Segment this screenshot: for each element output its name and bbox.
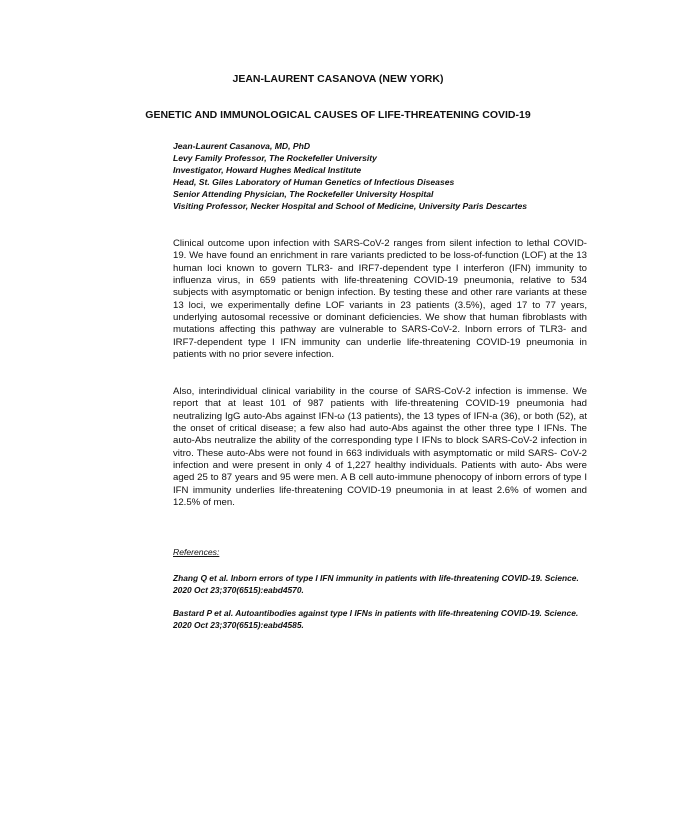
- affiliation-line: Senior Attending Physician, The Rockefeller University Hospital: [173, 189, 434, 200]
- reference-item: Bastard P et al. Autoantibodies against type I IFNs in patients with life-threatening COVID-19. Science. 2020 Oct 23;370(6515):eabd4585.: [173, 608, 579, 631]
- affiliation-line: Investigator, Howard Hughes Medical Institute: [173, 165, 362, 176]
- affiliation-line: Jean-Laurent Casanova, MD, PhD: [173, 141, 311, 151]
- reference-item: Zhang Q et al. Inborn errors of type I IFN immunity in patients with life-threatening COVID-19. Science. 2020 Oct 23;370(6515):eabd4570.: [173, 573, 579, 596]
- abstract-paragraph: Also, interindividual clinical variability in the course of SARS-CoV-2 infection is immense. We report that at least 101 of 987 patients with life-threatening COVID-19 pneumonia had neutralizing IgG auto-Abs against IFN-ω (13 patients), the 13 types of IFN-a (36), or both (52), at the onset of critical disease; a few also had auto-Abs against the other three type I IFNs. The auto-Abs neutralize the ability of the corresponding type I IFNs to block SARS-CoV-2 infection in vitro. These auto-Abs were not found in 663 individuals with asymptomatic or mild SARS- CoV-2 infection and were present in only 4 of 1,227 healthy individuals. Patients with auto- Abs were aged 25 to 87 years and 95 were men. A B cell auto-immune phenocopy of inborn errors of type I IFN immunity underlies life-threatening COVID-19 pneumonia in at least 2.6% of women and 12.5% of men.: [173, 386, 587, 509]
- document-title: GENETIC AND IMMUNOLOGICAL CAUSES OF LIFE-THREATENING COVID-19: [145, 109, 531, 121]
- references-heading: References:: [173, 547, 220, 557]
- abstract-paragraph: Clinical outcome upon infection with SARS-CoV-2 ranges from silent infection to lethal COVID-19. We have found an enrichment in rare variants predicted to be loss-of-function (LOF) at the 13 human loci known to govern TLR3- and IRF7-dependent type I interferon (IFN) immunity to influenza virus, in 659 patients with life-threatening COVID-19 pneumonia, relative to 534 subjects with asymptomatic or benign infection. By testing these and other rare variants at these 13 loci, we experimentally define LOF variants in 23 patients (3.5%), aged 17 to 77 years, underlying autosomal recessive or dominant deficiencies. We show that human fibroblasts with mutations affecting this pathway are vulnerable to SARS-CoV-2. Inborn errors of TLR3- and IRF7-dependent type I IFN immunity can underlie life-threatening COVID-19 pneumonia in patients with no prior severe infection.: [173, 238, 587, 361]
- affiliation-line: Levy Family Professor, The Rockefeller University: [173, 153, 377, 164]
- affiliation-line: Head, St. Giles Laboratory of Human Genetics of Infectious Diseases: [173, 177, 455, 188]
- affiliation-list: [173, 140, 613, 213]
- author-heading: JEAN-LAURENT CASANOVA (NEW YORK): [232, 73, 444, 85]
- affiliation-line: Visiting Professor, Necker Hospital and School of Medicine, University Paris Descartes: [173, 201, 528, 212]
